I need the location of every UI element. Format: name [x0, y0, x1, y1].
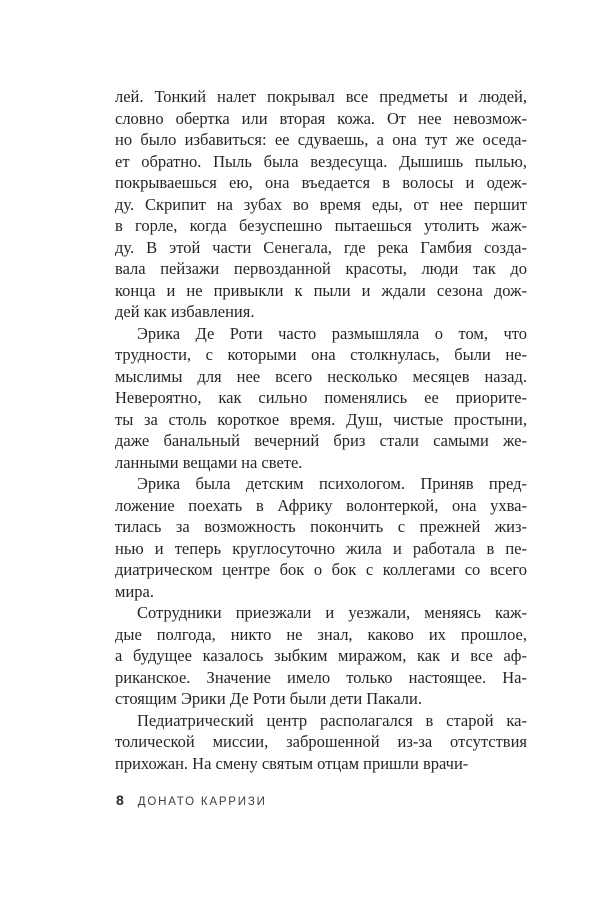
text-line: вала пейзажи первозданной красоты, люди так до: [115, 259, 527, 278]
text-line: Эрика была детским психологом. Приняв пред-: [137, 474, 527, 493]
text-line: ду. Скрипит на зубах во время еды, от нее першит: [115, 194, 527, 214]
text-line: покрываешься ею, она въедается в волосы и одеж-: [115, 173, 527, 192]
text-line: словно обертка или вторая кожа. От нее невозмож-: [115, 108, 527, 128]
page-footer: [116, 792, 267, 808]
text-line: ет обратно. Пыль была вездесуща. Дышишь пылью,: [115, 151, 527, 171]
text-line: диатрическом центре бок о бок с коллегами со всего: [115, 560, 527, 579]
text-line: ланными вещами на свете.: [115, 452, 303, 472]
text-line: ложение поехать в Африку волонтеркой, она ухва-: [115, 495, 527, 515]
text-line: трудности, с которыми она столкнулась, были не-: [115, 345, 527, 364]
paragraph: [115, 473, 527, 602]
text-line: Невероятно, как сильно поменялись ее приорите-: [115, 388, 527, 407]
text-line: риканское. Значение имело только настоящее. На-: [115, 667, 527, 687]
text-line: конца и не привыкли к пыли и ждали сезона дож-: [115, 280, 527, 300]
text-line: Педиатрический центр располагался в старой ка-: [137, 710, 527, 730]
text-line: прихожан. На смену святым отцам пришли врачи-: [115, 753, 469, 773]
text-line: в горле, когда безуспешно пытаешься утолить жаж-: [115, 216, 527, 235]
text-line: Сотрудники приезжали и уезжали, меняясь каж-: [137, 603, 527, 622]
text-line: толической миссии, заброшенной из-за отсутствия: [115, 732, 527, 751]
paragraph: [115, 710, 527, 775]
text-line: дые полгода, никто не знал, каково их прошлое,: [115, 624, 527, 644]
paragraph: [115, 323, 527, 474]
paragraph: [115, 86, 527, 323]
text-line: тилась за возможность покончить с прежней жиз-: [115, 517, 527, 536]
text-line: Эрика Де Роти часто размышляла о том, что: [137, 323, 527, 343]
text-line: а будущее казалось зыбким миражом, как и все аф-: [115, 646, 527, 665]
text-line: но было избавиться: ее сдуваешь, а она тут же оседа-: [115, 130, 527, 149]
text-line: ду. В этой части Сенегала, где река Гамбия созда-: [115, 237, 527, 257]
running-title-author: ДОНАТО КАРРИЗИ: [137, 796, 267, 808]
paragraph: [115, 602, 527, 710]
text-line: ты за столь короткое время. Душ, чистые простыни,: [115, 409, 527, 429]
text-line: мира.: [115, 581, 154, 601]
text-line: мыслимы для нее всего несколько месяцев назад.: [115, 366, 527, 386]
text-line: лей. Тонкий налет покрывал все предметы и людей,: [115, 87, 527, 106]
body-text: [115, 86, 527, 774]
text-line: дей как избавления.: [115, 302, 255, 321]
text-line: стоящим Эрики Де Роти были дети Пакали.: [115, 689, 422, 708]
text-line: даже банальный вечерний бриз стали самыми же-: [115, 431, 527, 450]
text-line: нью и теперь круглосуточно жила и работала в пе-: [115, 538, 527, 558]
page-number: 8: [116, 792, 124, 808]
